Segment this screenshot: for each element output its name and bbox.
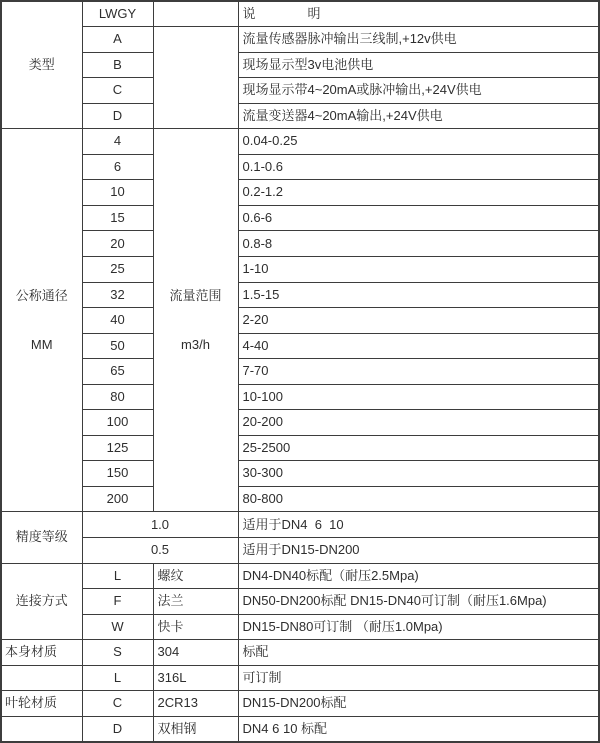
- type-desc-cell: 流量变送器4~20mA输出,+24V供电: [238, 103, 599, 129]
- table-row: [1, 589, 599, 615]
- dn-value-cell: 200: [82, 486, 153, 512]
- empty-cell: [153, 1, 238, 27]
- table-row: [1, 52, 599, 78]
- connection-code-cell: L: [82, 563, 153, 589]
- flow-range-cell: 25-2500: [238, 435, 599, 461]
- type-code-cell: A: [82, 27, 153, 53]
- diameter-label-line1: 公称通径: [15, 287, 68, 303]
- material-desc-cell: DN4 6 10 标配: [238, 716, 599, 742]
- type-code-cell: C: [82, 78, 153, 104]
- connection-desc-cell: DN50-DN200标配 DN15-DN40可订制（耐压1.6Mpa): [238, 589, 599, 615]
- table-row: [1, 640, 599, 666]
- flow-range-cell: 0.8-8: [238, 231, 599, 257]
- flow-range-cell: 10-100: [238, 384, 599, 410]
- connection-desc-cell: DN15-DN80可订制 （耐压1.0Mpa): [238, 614, 599, 640]
- table-row: [1, 435, 599, 461]
- table-row: [1, 282, 599, 308]
- flow-range-cell: 30-300: [238, 461, 599, 487]
- type-code-cell: D: [82, 103, 153, 129]
- type-desc-cell: 现场显示带4~20mA或脉冲输出,+24V供电: [238, 78, 599, 104]
- flow-range-cell: 4-40: [238, 333, 599, 359]
- connection-code-cell: W: [82, 614, 153, 640]
- flow-range-label-line2: m3/h: [181, 336, 210, 352]
- type-desc-cell: 流量传感器脉冲输出三线制,+12v供电: [238, 27, 599, 53]
- dn-value-cell: 10: [82, 180, 153, 206]
- dn-value-cell: 40: [82, 308, 153, 334]
- table-row: [1, 78, 599, 104]
- table-row: [1, 359, 599, 385]
- section-label-connection: 连接方式: [1, 563, 82, 640]
- flow-range-cell: 0.1-0.6: [238, 154, 599, 180]
- flow-range-cell: 80-800: [238, 486, 599, 512]
- diameter-label-line2: MM: [30, 336, 53, 352]
- flow-range-cell: 7-70: [238, 359, 599, 385]
- flow-range-label-cell: [153, 129, 238, 512]
- table-row: [1, 716, 599, 742]
- material-name-cell: 304: [153, 640, 238, 666]
- table-row: [1, 512, 599, 538]
- material-desc-cell: DN15-DN200标配: [238, 691, 599, 717]
- dn-value-cell: 100: [82, 410, 153, 436]
- table-row: [1, 537, 599, 563]
- dn-value-cell: 50: [82, 333, 153, 359]
- dn-value-cell: 25: [82, 256, 153, 282]
- table-row: [1, 461, 599, 487]
- table-row: [1, 27, 599, 53]
- accuracy-value-cell: 0.5: [82, 537, 238, 563]
- empty-cell: [153, 27, 238, 129]
- table-row: [1, 154, 599, 180]
- material-name-cell: 双相钢: [153, 716, 238, 742]
- material-code-cell: C: [82, 691, 153, 717]
- table-row: [1, 308, 599, 334]
- section-label-impeller-material: 叶轮材质: [1, 691, 82, 717]
- flow-range-cell: 0.2-1.2: [238, 180, 599, 206]
- dn-value-cell: 4: [82, 129, 153, 155]
- dn-value-cell: 20: [82, 231, 153, 257]
- section-label-type: 类型: [1, 1, 82, 129]
- material-name-cell: 2CR13: [153, 691, 238, 717]
- connection-name-cell: 快卡: [153, 614, 238, 640]
- table-row: [1, 256, 599, 282]
- connection-name-cell: 螺纹: [153, 563, 238, 589]
- description-header-cell: 说 明: [238, 1, 599, 27]
- material-code-cell: D: [82, 716, 153, 742]
- material-desc-cell: 可订制: [238, 665, 599, 691]
- table-row: [1, 691, 599, 717]
- flow-range-cell: 0.04-0.25: [238, 129, 599, 155]
- table-row: [1, 180, 599, 206]
- table-row: [1, 205, 599, 231]
- table-row: [1, 103, 599, 129]
- table-row: [1, 231, 599, 257]
- section-label-diameter: [1, 129, 82, 512]
- dn-value-cell: 6: [82, 154, 153, 180]
- flow-range-cell: 1-10: [238, 256, 599, 282]
- dn-value-cell: 65: [82, 359, 153, 385]
- flow-range-label-line1: 流量范围: [169, 287, 222, 303]
- empty-cell: [1, 716, 82, 742]
- dn-value-cell: 15: [82, 205, 153, 231]
- accuracy-value-cell: 1.0: [82, 512, 238, 538]
- flow-range-cell: 20-200: [238, 410, 599, 436]
- empty-cell: [1, 665, 82, 691]
- material-name-cell: 316L: [153, 665, 238, 691]
- table-row: [1, 614, 599, 640]
- model-code-cell: LWGY: [82, 1, 153, 27]
- section-label-body-material: 本身材质: [1, 640, 82, 666]
- table-row: [1, 1, 599, 27]
- dn-value-cell: 80: [82, 384, 153, 410]
- table-row: [1, 563, 599, 589]
- material-desc-cell: 标配: [238, 640, 599, 666]
- table-row: [1, 333, 599, 359]
- material-code-cell: L: [82, 665, 153, 691]
- section-label-accuracy: 精度等级: [1, 512, 82, 563]
- table-row: [1, 384, 599, 410]
- dn-value-cell: 150: [82, 461, 153, 487]
- dn-value-cell: 125: [82, 435, 153, 461]
- table-row: [1, 129, 599, 155]
- flow-range-cell: 2-20: [238, 308, 599, 334]
- flow-range-cell: 0.6-6: [238, 205, 599, 231]
- connection-name-cell: 法兰: [153, 589, 238, 615]
- table-row: [1, 486, 599, 512]
- type-desc-cell: 现场显示型3v电池供电: [238, 52, 599, 78]
- connection-desc-cell: DN4-DN40标配（耐压2.5Mpa): [238, 563, 599, 589]
- table-row: [1, 410, 599, 436]
- table-row: [1, 665, 599, 691]
- type-code-cell: B: [82, 52, 153, 78]
- material-code-cell: S: [82, 640, 153, 666]
- accuracy-desc-cell: 适用于DN4 6 10: [238, 512, 599, 538]
- connection-code-cell: F: [82, 589, 153, 615]
- dn-value-cell: 32: [82, 282, 153, 308]
- accuracy-desc-cell: 适用于DN15-DN200: [238, 537, 599, 563]
- flow-range-cell: 1.5-15: [238, 282, 599, 308]
